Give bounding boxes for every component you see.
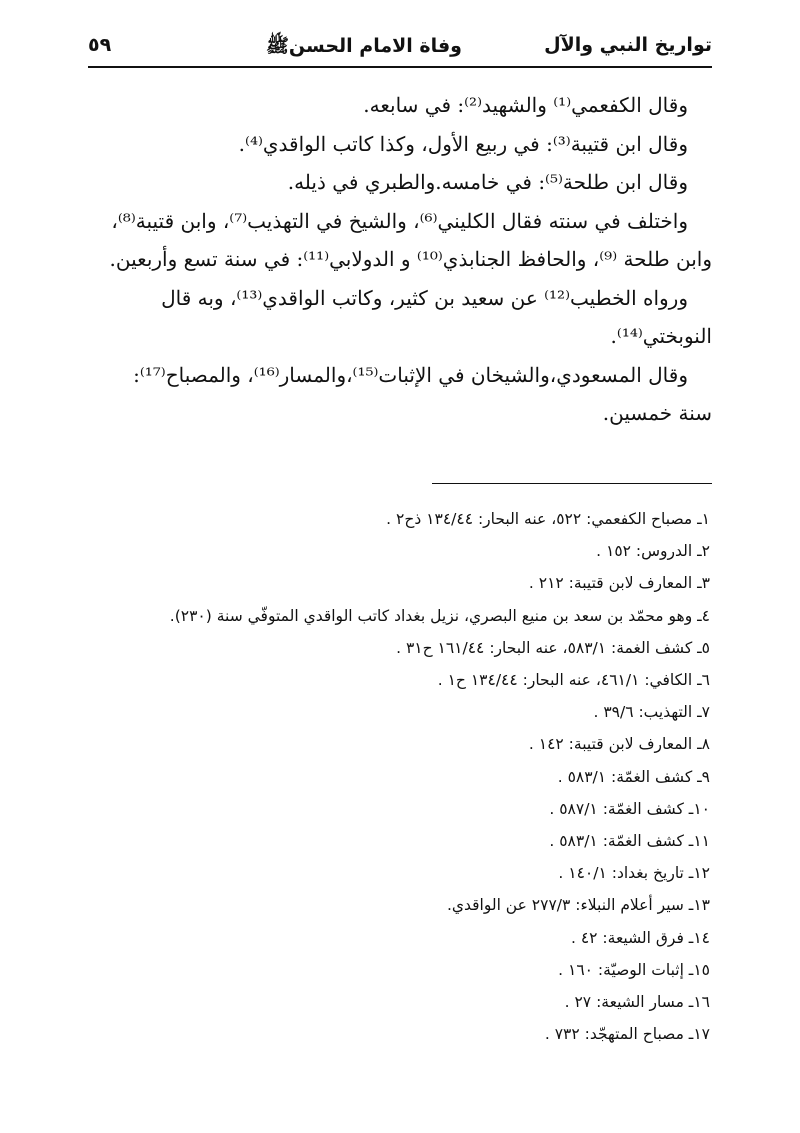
- footnote-16: ١٦ـ مسار الشيعة: ٢٧ .: [564, 993, 710, 1012]
- paragraph: وقال الكفعمي⁽¹⁾ والشهيد⁽²⁾: في سابعه.: [363, 93, 688, 117]
- footnote-17: ١٧ـ مصباح المتهجّد: ٧٣٢ .: [544, 1025, 710, 1044]
- footnote-13: ١٣ـ سير أعلام النبلاء: ٢٧٧/٣ عن الواقدي.: [446, 896, 710, 915]
- footnote-7: ٧ـ التهذيب: ٣٩/٦ .: [593, 703, 710, 722]
- paragraph: ورواه الخطيب⁽¹²⁾ عن سعيد بن كثير، وكاتب الواقدي⁽¹³⁾، وبه قال النوبختي⁽¹⁴⁾.: [161, 285, 712, 348]
- paragraph: وقال ابن قتيبة⁽³⁾: في ربيع الأول، وكذا كاتب الواقدي⁽⁴⁾.: [238, 131, 688, 156]
- footnote-2: ٢ـ الدروس: ١٥٢ .: [596, 542, 710, 561]
- footnote-11: ١١ـ كشف الغمّة: ٥٨٣/١ .: [549, 832, 710, 851]
- footnote-9: ٩ـ كشف الغمّة: ٥٨٣/١ .: [557, 767, 710, 786]
- footnote-14: ١٤ـ فرق الشيعة: ٤٢ .: [570, 928, 710, 947]
- running-header: [88, 30, 712, 66]
- chapter-title: وفاة الامام الحسنﷺ: [265, 35, 462, 57]
- paragraph: وقال المسعودي،والشيخان في الإثبات⁽¹⁵⁾،والمسار⁽¹⁶⁾، والمصباح⁽¹⁷⁾: سنة خمسين.: [133, 362, 712, 425]
- header-rule: [88, 66, 712, 68]
- footnote-10: ١٠ـ كشف الغمّة: ٥٨٧/١ .: [549, 799, 710, 818]
- footnote-6: ٦ـ الكافي: ٤٦١/١، عنه البحار: ١٣٤/٤٤ ح١ .: [437, 671, 710, 690]
- footnote-8: ٨ـ المعارف لابن قتيبة: ١٤٢ .: [528, 735, 710, 754]
- paragraph: وقال ابن طلحة⁽⁵⁾: في خامسه.والطبري في ذيله.: [287, 170, 688, 194]
- footnote-3: ٣ـ المعارف لابن قتيبة: ٢١٢ .: [528, 574, 710, 593]
- page-number: ٥٩: [88, 34, 112, 56]
- footnote-1: ١ـ مصباح الكفعمي: ٥٢٢، عنه البحار: ١٣٤/٤٤ ذح٢ .: [386, 510, 710, 528]
- footnotes: [100, 503, 710, 1050]
- footnote-12: ١٢ـ تاريخ بغداد: ١٤٠/١ .: [558, 864, 710, 883]
- paragraph: واختلف في سنته فقال الكليني⁽⁶⁾، والشيخ في التهذيب⁽⁷⁾، وابن قتيبة⁽⁸⁾، وابن طلحة ⁽⁹⁾، والحافظ الجنابذي⁽¹⁰⁾ و الدولابي⁽¹¹⁾: في سنة تسع وأربعين.: [109, 208, 712, 271]
- footnote-separator: [432, 483, 712, 484]
- footnote-4: ٤ـ وهو محمّد بن سعد بن منيع البصري، نزيل بغداد كاتب الواقدي المتوفّي سنة (٢٣٠).: [169, 606, 710, 625]
- book-title: تواريخ النبي والآل: [544, 34, 712, 56]
- main-text: [105, 86, 712, 433]
- footnote-15: ١٥ـ إثبات الوصيّة: ١٦٠ .: [558, 960, 710, 979]
- footnote-5: ٥ـ كشف الغمة: ٥٨٣/١، عنه البحار: ١٦١/٤٤ ح٣١ .: [396, 638, 710, 657]
